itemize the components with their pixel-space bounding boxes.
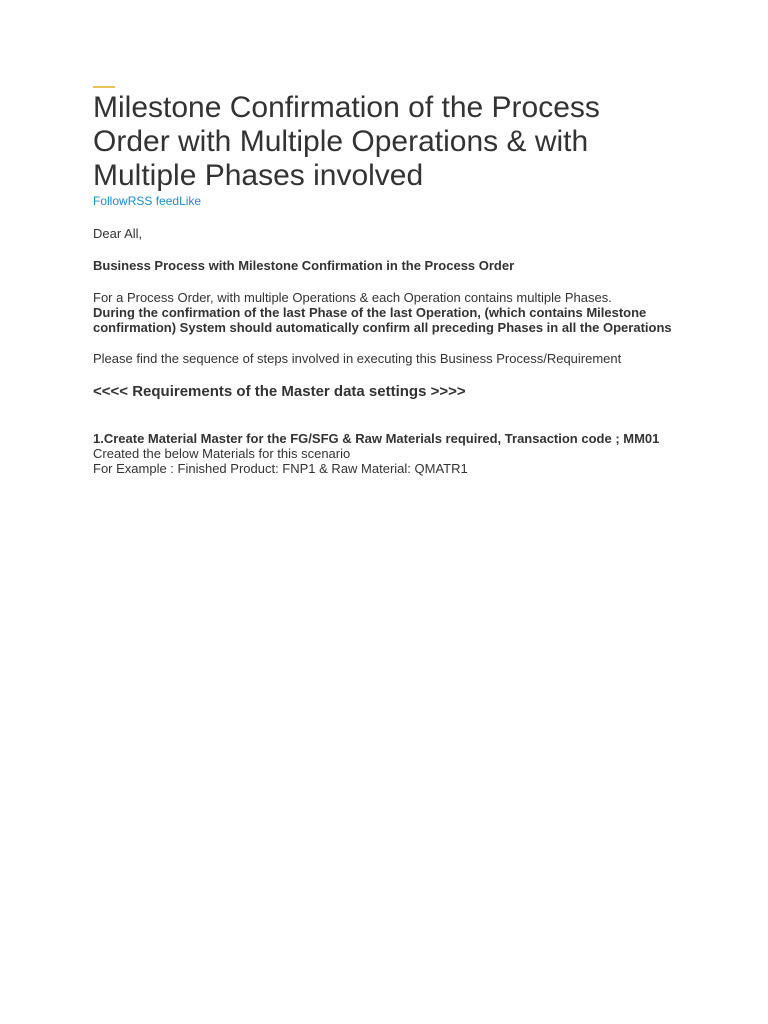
step-1 — [93, 431, 683, 476]
steps-intro: Please find the sequence of steps involved in executing this Business Process/Requirement — [93, 351, 622, 366]
intro-paragraph — [93, 290, 683, 335]
article — [93, 86, 683, 476]
greeting: Dear All, — [93, 226, 143, 241]
step-1-heading: 1.Create Material Master for the FG/SFG & Raw Materials required, Transaction code ; MM01 — [93, 431, 660, 446]
top-divider — [93, 86, 115, 88]
step-1-line-2: For Example : Finished Product: FNP1 & Raw Material: QMATR1 — [93, 461, 468, 476]
like-link[interactable]: Like — [179, 194, 202, 208]
intro-bold-text: During the confirmation of the last Phase of the last Operation, (which contains Milestone confirmation) System should automatically confirm all preceding Phases in all the Operations — [93, 305, 672, 335]
requirements-heading: <<<< Requirements of the Master data settings >>>> — [93, 383, 466, 400]
follow-link[interactable]: Follow — [93, 194, 128, 208]
process-heading: Business Process with Milestone Confirmation in the Process Order — [93, 258, 515, 273]
rss-feed-link[interactable]: RSS feed — [127, 194, 180, 208]
step-1-line-1: Created the below Materials for this scenario — [93, 446, 351, 461]
page-title: Milestone Confirmation of the Process Order with Multiple Operations & with Multiple Phases involved — [93, 91, 600, 192]
intro-text: For a Process Order, with multiple Operations & each Operation contains multiple Phases. — [93, 290, 612, 305]
social-links — [93, 194, 683, 208]
